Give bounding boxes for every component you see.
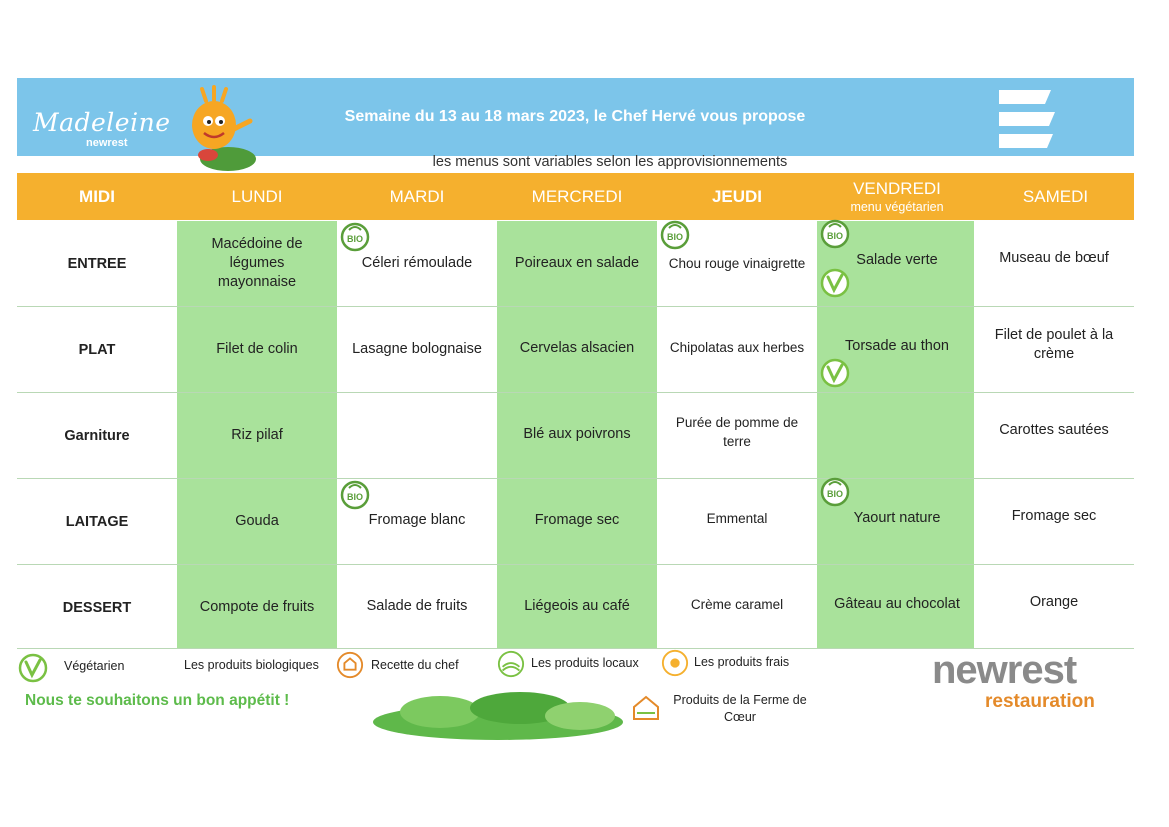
menu-cell bbox=[974, 307, 1134, 382]
dish-name: Macédoine de légumes mayonnaise bbox=[211, 236, 303, 290]
legend-vegetarien: Végétarien bbox=[64, 659, 125, 673]
farm-icon bbox=[631, 693, 661, 721]
row-label-dessert: DESSERT bbox=[62, 600, 132, 616]
menu-cell bbox=[337, 307, 497, 392]
menu-cell bbox=[657, 393, 817, 471]
dish-name: Gouda bbox=[235, 513, 279, 529]
page-subtitle: les menus sont variables selon les approvisionnements bbox=[432, 154, 788, 170]
menu-cell bbox=[817, 565, 977, 643]
day-header-bar bbox=[17, 173, 1134, 220]
menu-cell bbox=[974, 565, 1134, 640]
dish-name: Salade de fruits bbox=[366, 598, 468, 614]
menu-cell bbox=[974, 221, 1134, 296]
logo-newrest-small: newrest bbox=[86, 137, 128, 149]
dish-name: Emmental bbox=[706, 510, 768, 526]
dish-name: Liégeois au café bbox=[524, 597, 630, 614]
vegetarian-icon bbox=[18, 653, 48, 683]
col-lundi: LUNDI bbox=[231, 186, 283, 206]
bio-label: BIO bbox=[346, 492, 364, 502]
menu-cell bbox=[497, 565, 657, 647]
col-samedi: SAMEDI bbox=[1022, 186, 1089, 206]
dish-name: Purée de pomme de terre bbox=[675, 415, 799, 449]
row-label-entree: ENTREE bbox=[67, 256, 127, 272]
menu-cell bbox=[177, 479, 337, 564]
menu-cell bbox=[177, 565, 337, 650]
dish-name: Gâteau au chocolat bbox=[834, 595, 960, 612]
col-midi: MIDI bbox=[79, 186, 115, 206]
newrest-logo: newrest bbox=[932, 648, 1077, 692]
dish-name: Museau de bœuf bbox=[999, 250, 1109, 266]
chef-icon bbox=[336, 651, 364, 679]
row-label-plat: PLAT bbox=[78, 342, 116, 358]
dish-name: Fromage blanc bbox=[368, 512, 466, 528]
mascot-illustration bbox=[178, 85, 260, 175]
row-label-laitage: LAITAGE bbox=[65, 514, 129, 530]
logo-madeleine: Madeleine bbox=[33, 108, 171, 137]
dish-name: Filet de poulet à la crème bbox=[994, 326, 1114, 362]
dish-name: Carottes sautées bbox=[999, 422, 1109, 438]
bio-label: BIO bbox=[666, 232, 684, 242]
dish-name: Orange bbox=[1029, 594, 1079, 610]
dish-name: Poireaux en salade bbox=[514, 255, 640, 271]
menu-cell bbox=[497, 479, 657, 561]
bio-icon bbox=[820, 219, 850, 249]
col-jeudi: JEUDI bbox=[711, 186, 763, 206]
dish-name: Fromage sec bbox=[534, 511, 620, 528]
dish-name: Chipolatas aux herbes bbox=[669, 339, 805, 355]
page-title: Semaine du 13 au 18 mars 2023, le Chef Hervé vous propose bbox=[344, 108, 806, 125]
menu-cell bbox=[177, 307, 337, 392]
dish-name: Céleri rémoulade bbox=[361, 255, 473, 271]
dish-name: Salade verte bbox=[856, 251, 938, 268]
bio-icon bbox=[660, 220, 690, 250]
menu-cell bbox=[974, 479, 1134, 554]
dish-name: Filet de colin bbox=[216, 341, 298, 357]
newrest-stripes-logo bbox=[995, 86, 1057, 154]
legend-chef: Recette du chef bbox=[371, 658, 459, 672]
col-mercredi: MERCREDI bbox=[531, 186, 623, 206]
menu-cell bbox=[337, 393, 497, 478]
salad-leaves-illustration bbox=[370, 690, 625, 740]
col-mardi: MARDI bbox=[389, 186, 445, 206]
legend-bio: Les produits biologiques bbox=[184, 658, 319, 672]
menu-cell bbox=[657, 479, 817, 557]
vegetarian-icon bbox=[820, 268, 850, 298]
col-vendredi-label: VENDREDI bbox=[853, 179, 941, 198]
dish-name: Lasagne bolognaise bbox=[352, 341, 482, 357]
dish-name: Compote de fruits bbox=[199, 599, 315, 615]
row-label-garniture: Garniture bbox=[64, 428, 130, 444]
dish-name: Torsade au thon bbox=[845, 337, 949, 354]
col-vendredi-note: menu végétarien bbox=[850, 200, 944, 214]
bio-icon bbox=[820, 477, 850, 507]
dish-name: Chou rouge vinaigrette bbox=[668, 256, 806, 271]
bio-label: BIO bbox=[346, 234, 364, 244]
legend-frais: Les produits frais bbox=[694, 655, 790, 669]
menu-cell bbox=[497, 393, 657, 475]
dish-name: Blé aux poivrons bbox=[523, 425, 631, 442]
menu-cell bbox=[497, 307, 657, 389]
dish-name: Fromage sec bbox=[1011, 508, 1097, 524]
legend-ferme: Produits de la Ferme de Cœur bbox=[673, 693, 807, 724]
menu-cell bbox=[177, 393, 337, 478]
bon-appetit-message: Nous te souhaitons un bon appétit ! bbox=[25, 692, 290, 709]
dish-name: Crème caramel bbox=[690, 596, 784, 612]
menu-cell bbox=[497, 221, 657, 306]
local-products-icon bbox=[497, 650, 525, 678]
menu-cell bbox=[817, 393, 977, 471]
dish-name: Cervelas alsacien bbox=[519, 339, 635, 356]
menu-cell bbox=[974, 393, 1134, 468]
dish-name: Riz pilaf bbox=[231, 427, 283, 443]
legend-locaux: Les produits locaux bbox=[531, 656, 639, 670]
bio-icon bbox=[340, 480, 370, 510]
dish-name: Yaourt nature bbox=[853, 509, 941, 526]
bio-label: BIO bbox=[826, 231, 844, 241]
fresh-products-icon bbox=[661, 649, 689, 677]
menu-cell bbox=[657, 565, 817, 643]
bio-label: BIO bbox=[826, 489, 844, 499]
vegetarian-icon bbox=[820, 358, 850, 388]
menu-cell bbox=[337, 565, 497, 648]
newrest-logo-subtitle: restauration bbox=[985, 691, 1095, 712]
col-vendredi bbox=[817, 173, 977, 220]
menu-cell bbox=[657, 307, 817, 387]
bio-icon bbox=[340, 222, 370, 252]
menu-cell bbox=[177, 221, 337, 306]
